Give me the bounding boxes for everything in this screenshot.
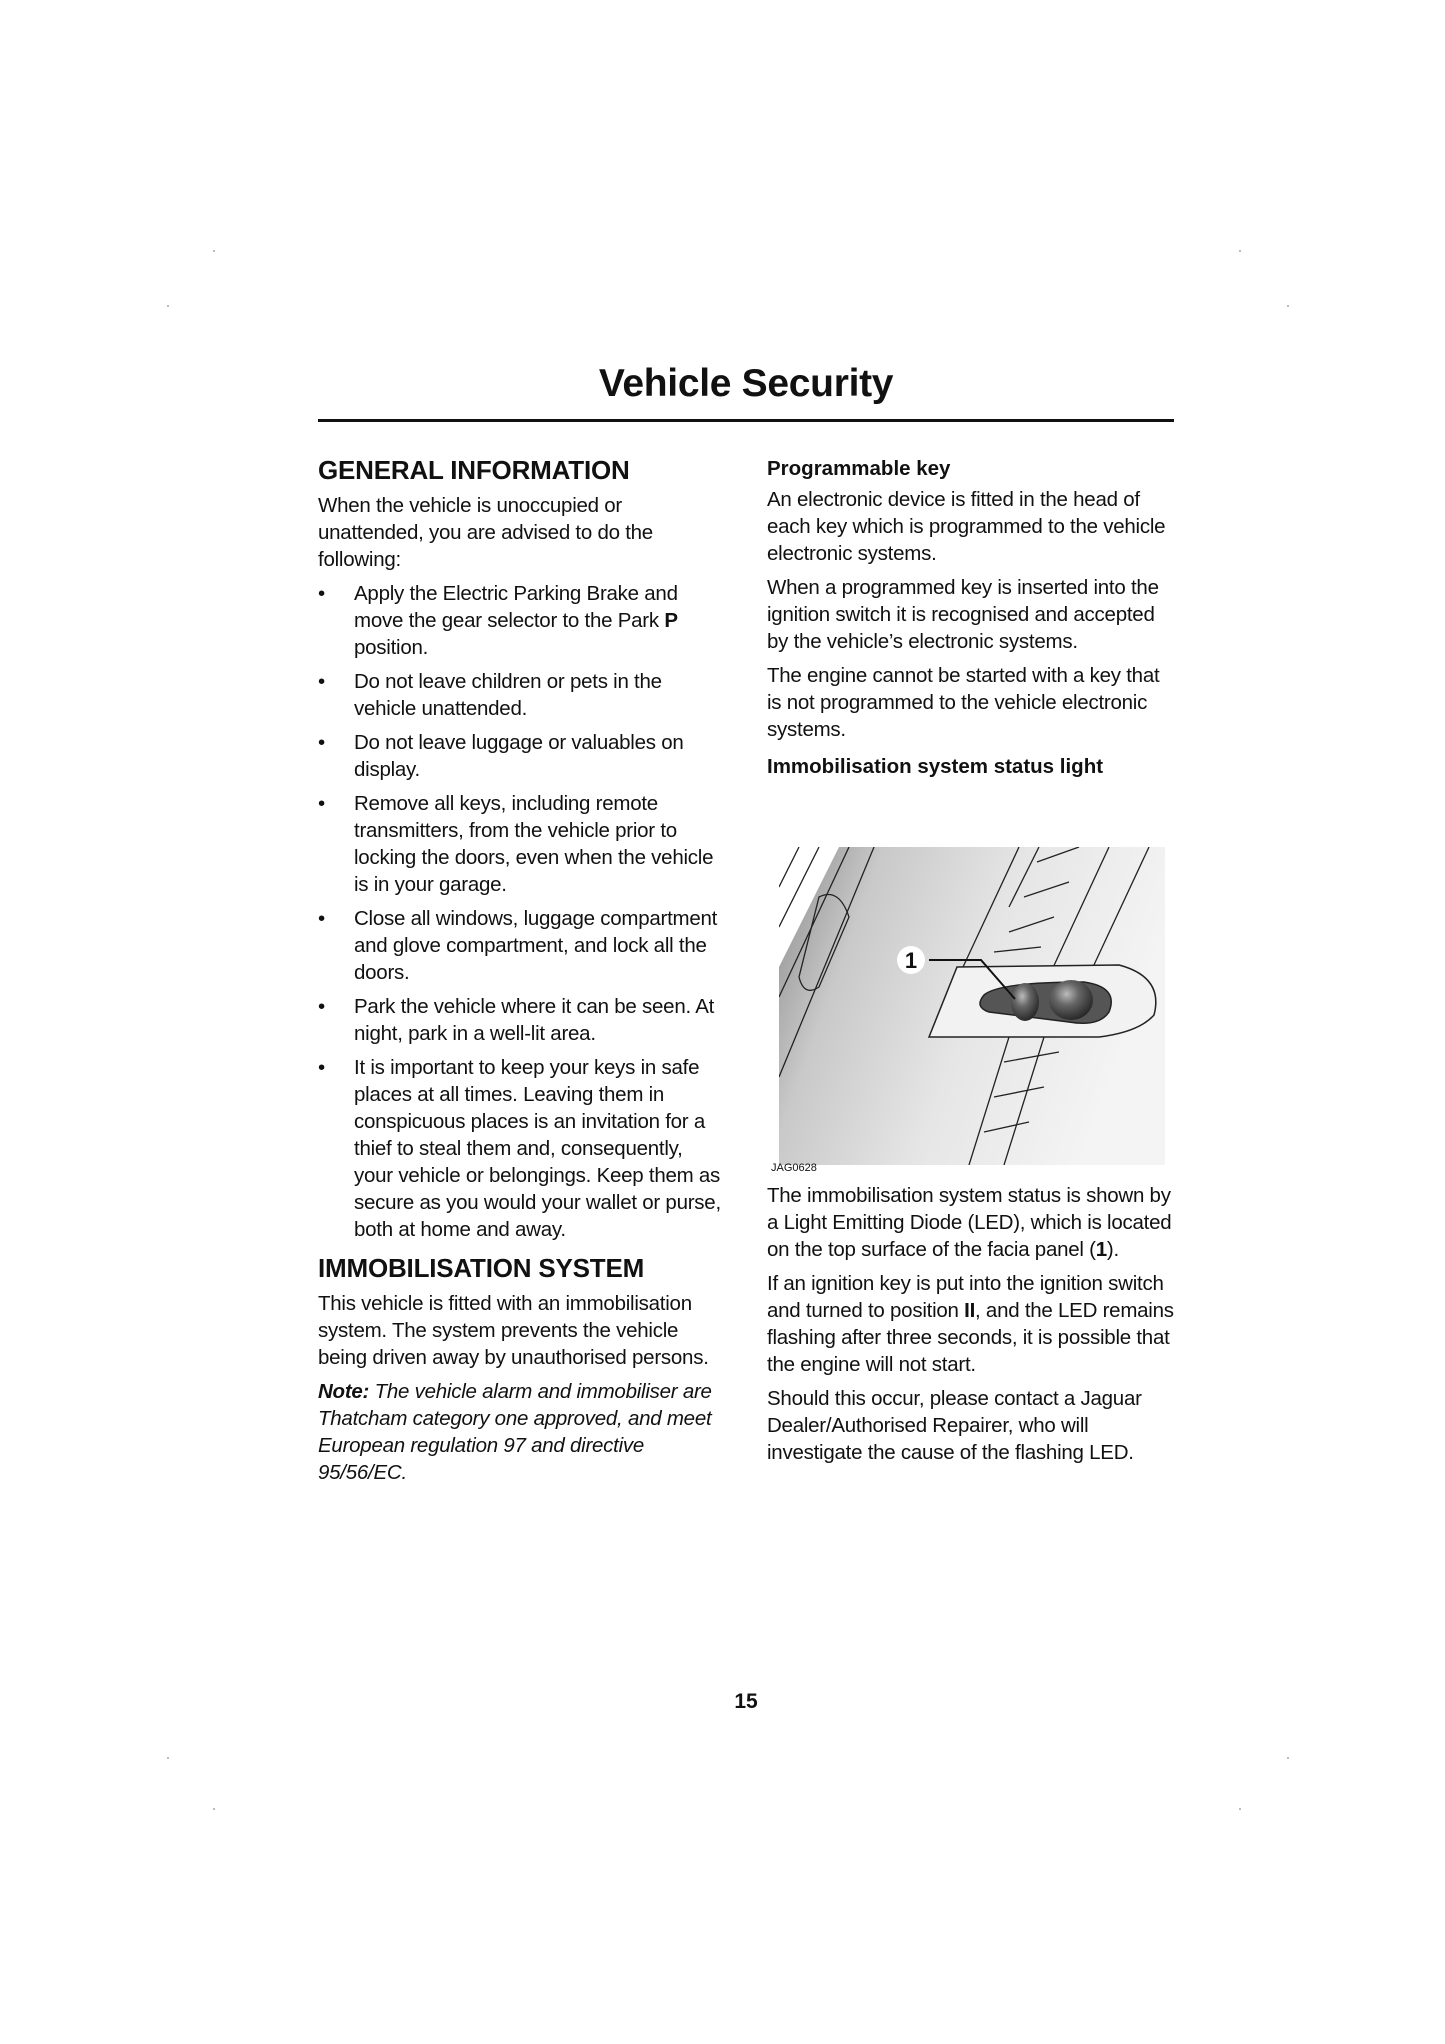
programmable-paragraph-2: When a programmed key is inserted into the ignition switch it is recognised and accepted by the vehicle’s electronic systems.	[767, 576, 1159, 653]
crop-mark	[167, 305, 169, 307]
crop-mark	[213, 1808, 215, 1810]
immobilisation-paragraph: This vehicle is fitted with an immobilisation system. The system prevents the vehicle being driven away by unauthorised persons.	[318, 1292, 709, 1369]
list-item-text: Do not leave children or pets in the vehicle unattended.	[354, 670, 662, 720]
status-text: ).	[1106, 1238, 1119, 1261]
left-column	[318, 455, 723, 1493]
advice-list	[318, 580, 723, 1243]
status-paragraph-2	[767, 1270, 1177, 1378]
status-paragraph-3: Should this occur, please contact a Jaguar Dealer/Authorised Repairer, who will investigate the cause of the flashing LED.	[767, 1387, 1142, 1464]
programmable-paragraph-3: The engine cannot be started with a key that is not programmed to the vehicle electronic systems.	[767, 664, 1160, 741]
list-item-text: Close all windows, luggage compartment and glove compartment, and lock all the doors.	[354, 907, 718, 984]
callout-reference: 1	[1095, 1238, 1107, 1261]
list-item-text: Park the vehicle where it can be seen. At night, park in a well-lit area.	[354, 995, 715, 1045]
programmable-key-heading: Programmable key	[767, 457, 951, 480]
list-item-text: Apply the Electric Parking Brake and move the gear selector to the Park	[354, 582, 678, 632]
list-item-text: Do not leave luggage or valuables on display.	[354, 731, 684, 781]
list-item-text: It is important to keep your keys in safe places at all times. Leaving them in conspicuous places is an invitation for a thief to steal them and, consequently, your vehicle or belongings. Keep them as secure as you would your wallet or purse, both at home and away.	[354, 1056, 721, 1241]
park-position-label: P	[664, 609, 678, 632]
status-light-text	[767, 1182, 1177, 1473]
page-title: Vehicle Security	[598, 362, 894, 405]
list-item	[318, 1054, 723, 1243]
page-number: 15	[734, 1690, 758, 1713]
note-text: The vehicle alarm and immobiliser are Thatcham category one approved, and meet European regulation 97 and directive 95/56/EC.	[318, 1380, 712, 1484]
figure-code: JAG0628	[771, 1162, 817, 1174]
bullet-icon: •	[318, 995, 325, 1018]
crop-mark	[213, 250, 215, 252]
bullet-icon: •	[318, 792, 325, 815]
list-item	[318, 580, 723, 661]
list-item-text: Remove all keys, including remote transmitters, from the vehicle prior to locking the doors, even when the vehicle is in your garage.	[354, 792, 714, 896]
intro-paragraph: When the vehicle is unoccupied or unattended, you are advised to do the following:	[318, 494, 653, 571]
bullet-icon: •	[318, 731, 325, 754]
bullet-icon: •	[318, 670, 325, 693]
status-text: , and the LED remains flashing after three seconds, it is possible that the engine will not start.	[767, 1299, 1174, 1376]
crop-mark	[1239, 1808, 1241, 1810]
right-column	[767, 455, 1177, 779]
note-paragraph	[318, 1378, 723, 1486]
crop-mark	[1239, 250, 1241, 252]
list-item	[318, 993, 723, 1047]
list-item-text: position.	[354, 636, 429, 659]
figure-callout: 1	[904, 948, 918, 973]
status-light-heading: Immobilisation system status light	[767, 755, 1104, 778]
note-label: Note:	[318, 1380, 370, 1403]
title-rule	[318, 419, 1174, 422]
ignition-position-label: II	[964, 1299, 976, 1322]
list-item	[318, 905, 723, 986]
status-text: If an ignition key is put into the ignition switch and turned to position	[767, 1272, 1164, 1322]
immobilisation-system-heading: IMMOBILISATION SYSTEM	[318, 1253, 645, 1283]
bullet-icon: •	[318, 907, 325, 930]
bullet-icon: •	[318, 1056, 325, 1079]
crop-mark	[1287, 305, 1289, 307]
status-paragraph-1	[767, 1182, 1177, 1263]
list-item	[318, 790, 723, 898]
crop-mark	[167, 1757, 169, 1759]
list-item	[318, 668, 723, 722]
bullet-icon: •	[318, 582, 325, 605]
crop-mark	[1287, 1757, 1289, 1759]
status-text: The immobilisation system status is shown by a Light Emitting Diode (LED), which is located on the top surface of the facia panel (	[767, 1184, 1172, 1261]
programmable-paragraph-1: An electronic device is fitted in the head of each key which is programmed to the vehicle electronic systems.	[767, 488, 1166, 565]
list-item	[318, 729, 723, 783]
general-information-heading: GENERAL INFORMATION	[318, 455, 630, 485]
facia-led-illustration	[779, 847, 1165, 1165]
